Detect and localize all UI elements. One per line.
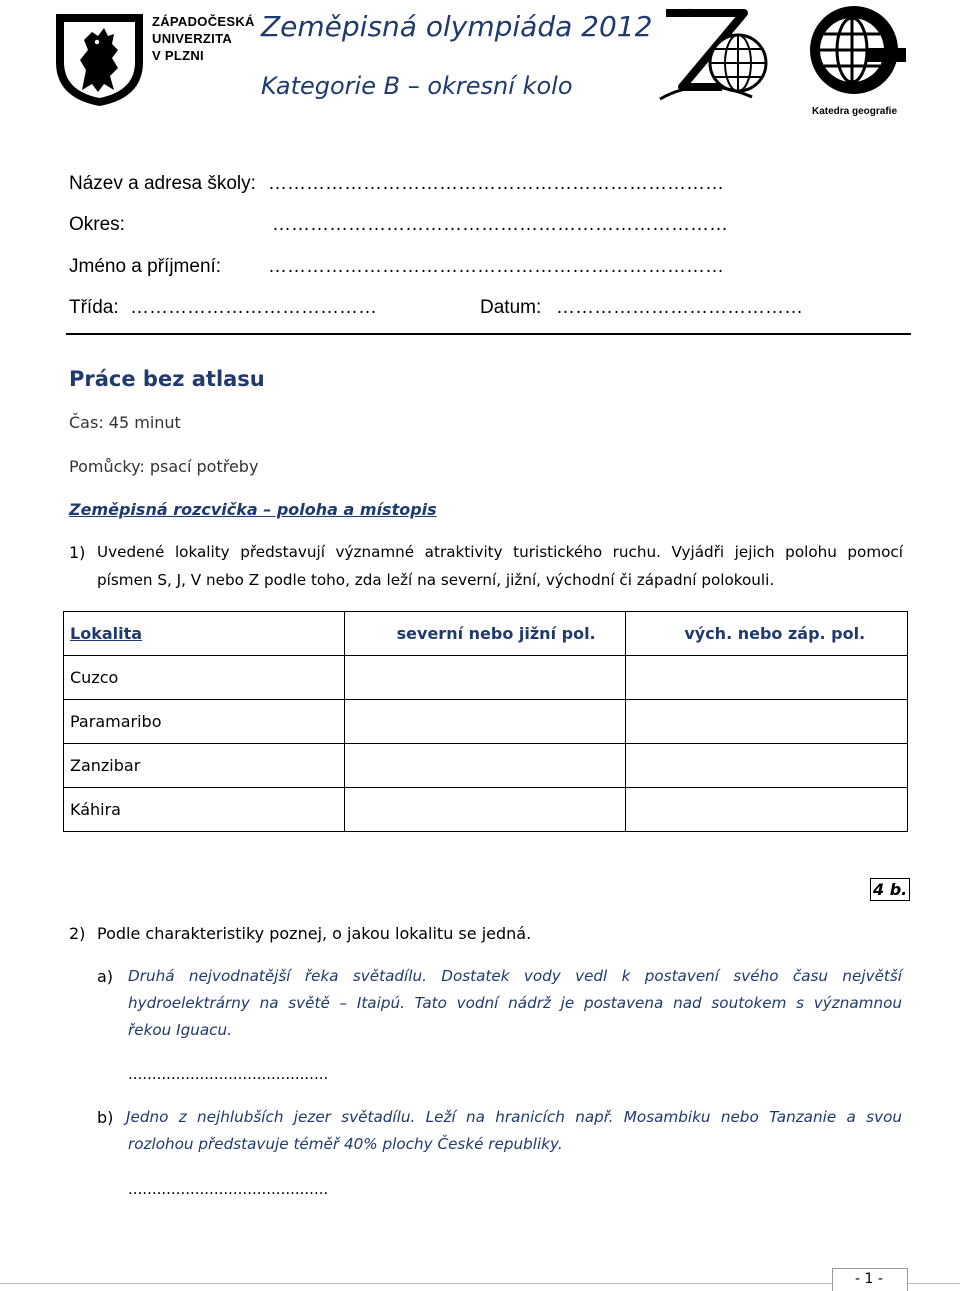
footer-rule xyxy=(0,1283,960,1284)
table-cell-answer-ns[interactable] xyxy=(344,744,626,788)
table-row xyxy=(64,744,908,788)
table-header-cell: severní nebo jižní pol. xyxy=(344,612,626,656)
q2a-line2: hydroelektrárny na světě – Itaipú. Tato vodní nádrž je postavena nad soutokem s významnou xyxy=(128,994,902,1012)
table-cell-answer-ns[interactable] xyxy=(344,700,626,744)
okres-label: Okres: xyxy=(69,214,125,235)
section-subtitle: Zeměpisná rozcvička – poloha a místopis xyxy=(69,500,437,519)
okres-dots: ……………………………………………………………… xyxy=(272,214,728,235)
q1-number: 1) xyxy=(69,543,86,562)
table-cell-answer-ew[interactable] xyxy=(626,788,908,832)
table-row xyxy=(64,788,908,832)
table-header-cell: vých. nebo záp. pol. xyxy=(626,612,908,656)
university-name xyxy=(152,13,255,64)
q2b-line1: Jedno z nejhlubších jezer světadílu. Leží na hranicích např. Mosambiku nebo Tanzanie a svou xyxy=(126,1108,902,1126)
date-dots: ………………………………… xyxy=(556,297,803,318)
university-line: V PLZNI xyxy=(152,48,204,63)
table-cell-location: Paramaribo xyxy=(64,700,345,744)
q1-table xyxy=(63,611,908,832)
table-header-row xyxy=(64,612,908,656)
school-label: Název a adresa školy: xyxy=(69,173,256,194)
q1-line1: Uvedené lokality představují významné atraktivity turistického ruchu. Vyjádři jejich polohu pomocí xyxy=(97,543,903,561)
q2a-line3: řekou Iguacu. xyxy=(128,1021,232,1039)
header-lokalita: Lokalita xyxy=(70,624,143,643)
university-line: ZÁPADOČESKÁ xyxy=(152,14,255,29)
time-info: Čas: 45 minut xyxy=(69,413,181,432)
q2b-answer-line[interactable]: .......................................... xyxy=(128,1180,329,1198)
q2a-answer-line[interactable]: .......................................... xyxy=(128,1065,329,1083)
table-cell-answer-ns[interactable] xyxy=(344,788,626,832)
class-label: Třída: xyxy=(69,297,119,318)
page-number: - 1 - xyxy=(855,1271,883,1287)
q2a-line1: Druhá nejvodnatější řeka světadílu. Dostatek vody vedl k postavení svého času největší xyxy=(128,967,902,985)
tools-info: Pomůcky: psací potřeby xyxy=(69,457,259,476)
q2-text: Podle charakteristiky poznej, o jakou lokalitu se jedná. xyxy=(97,924,532,943)
katedra-label: Katedra geografie xyxy=(812,106,898,117)
table-cell-answer-ew[interactable] xyxy=(626,656,908,700)
katedra-logo xyxy=(804,4,912,108)
table-cell-answer-ew[interactable] xyxy=(626,700,908,744)
section-title: Práce bez atlasu xyxy=(69,367,265,391)
table-cell-location: Káhira xyxy=(64,788,345,832)
q2b-label: b) xyxy=(97,1108,114,1127)
table-cell-answer-ew[interactable] xyxy=(626,744,908,788)
name-label: Jméno a příjmení: xyxy=(69,256,222,277)
university-logo xyxy=(52,10,147,108)
q2a-label: a) xyxy=(97,967,114,986)
table-header-cell xyxy=(64,612,345,656)
name-dots: ……………………………………………………………… xyxy=(268,256,724,277)
class-dots: ………………………………… xyxy=(130,297,377,318)
table-cell-answer-ns[interactable] xyxy=(344,656,626,700)
points-badge: 4 b. xyxy=(870,878,910,901)
school-dots: ……………………………………………………………… xyxy=(268,173,724,194)
university-line: UNIVERZITA xyxy=(152,31,233,46)
table-row xyxy=(64,700,908,744)
table-row xyxy=(64,656,908,700)
olympiad-logo xyxy=(652,5,770,107)
table-cell-location: Zanzibar xyxy=(64,744,345,788)
q2-number: 2) xyxy=(69,924,86,943)
page-title: Zeměpisná olympiáda 2012 xyxy=(261,10,653,43)
table-cell-location: Cuzco xyxy=(64,656,345,700)
divider xyxy=(66,333,911,335)
q2b-line2: rozlohou představuje téměř 40% plochy České republiky. xyxy=(128,1135,563,1153)
q1-line2: písmen S, J, V nebo Z podle toho, zda leží na severní, jižní, východní či západní polokouli. xyxy=(97,571,775,589)
page-subtitle: Kategorie B – okresní kolo xyxy=(261,72,573,100)
date-label: Datum: xyxy=(480,297,542,318)
